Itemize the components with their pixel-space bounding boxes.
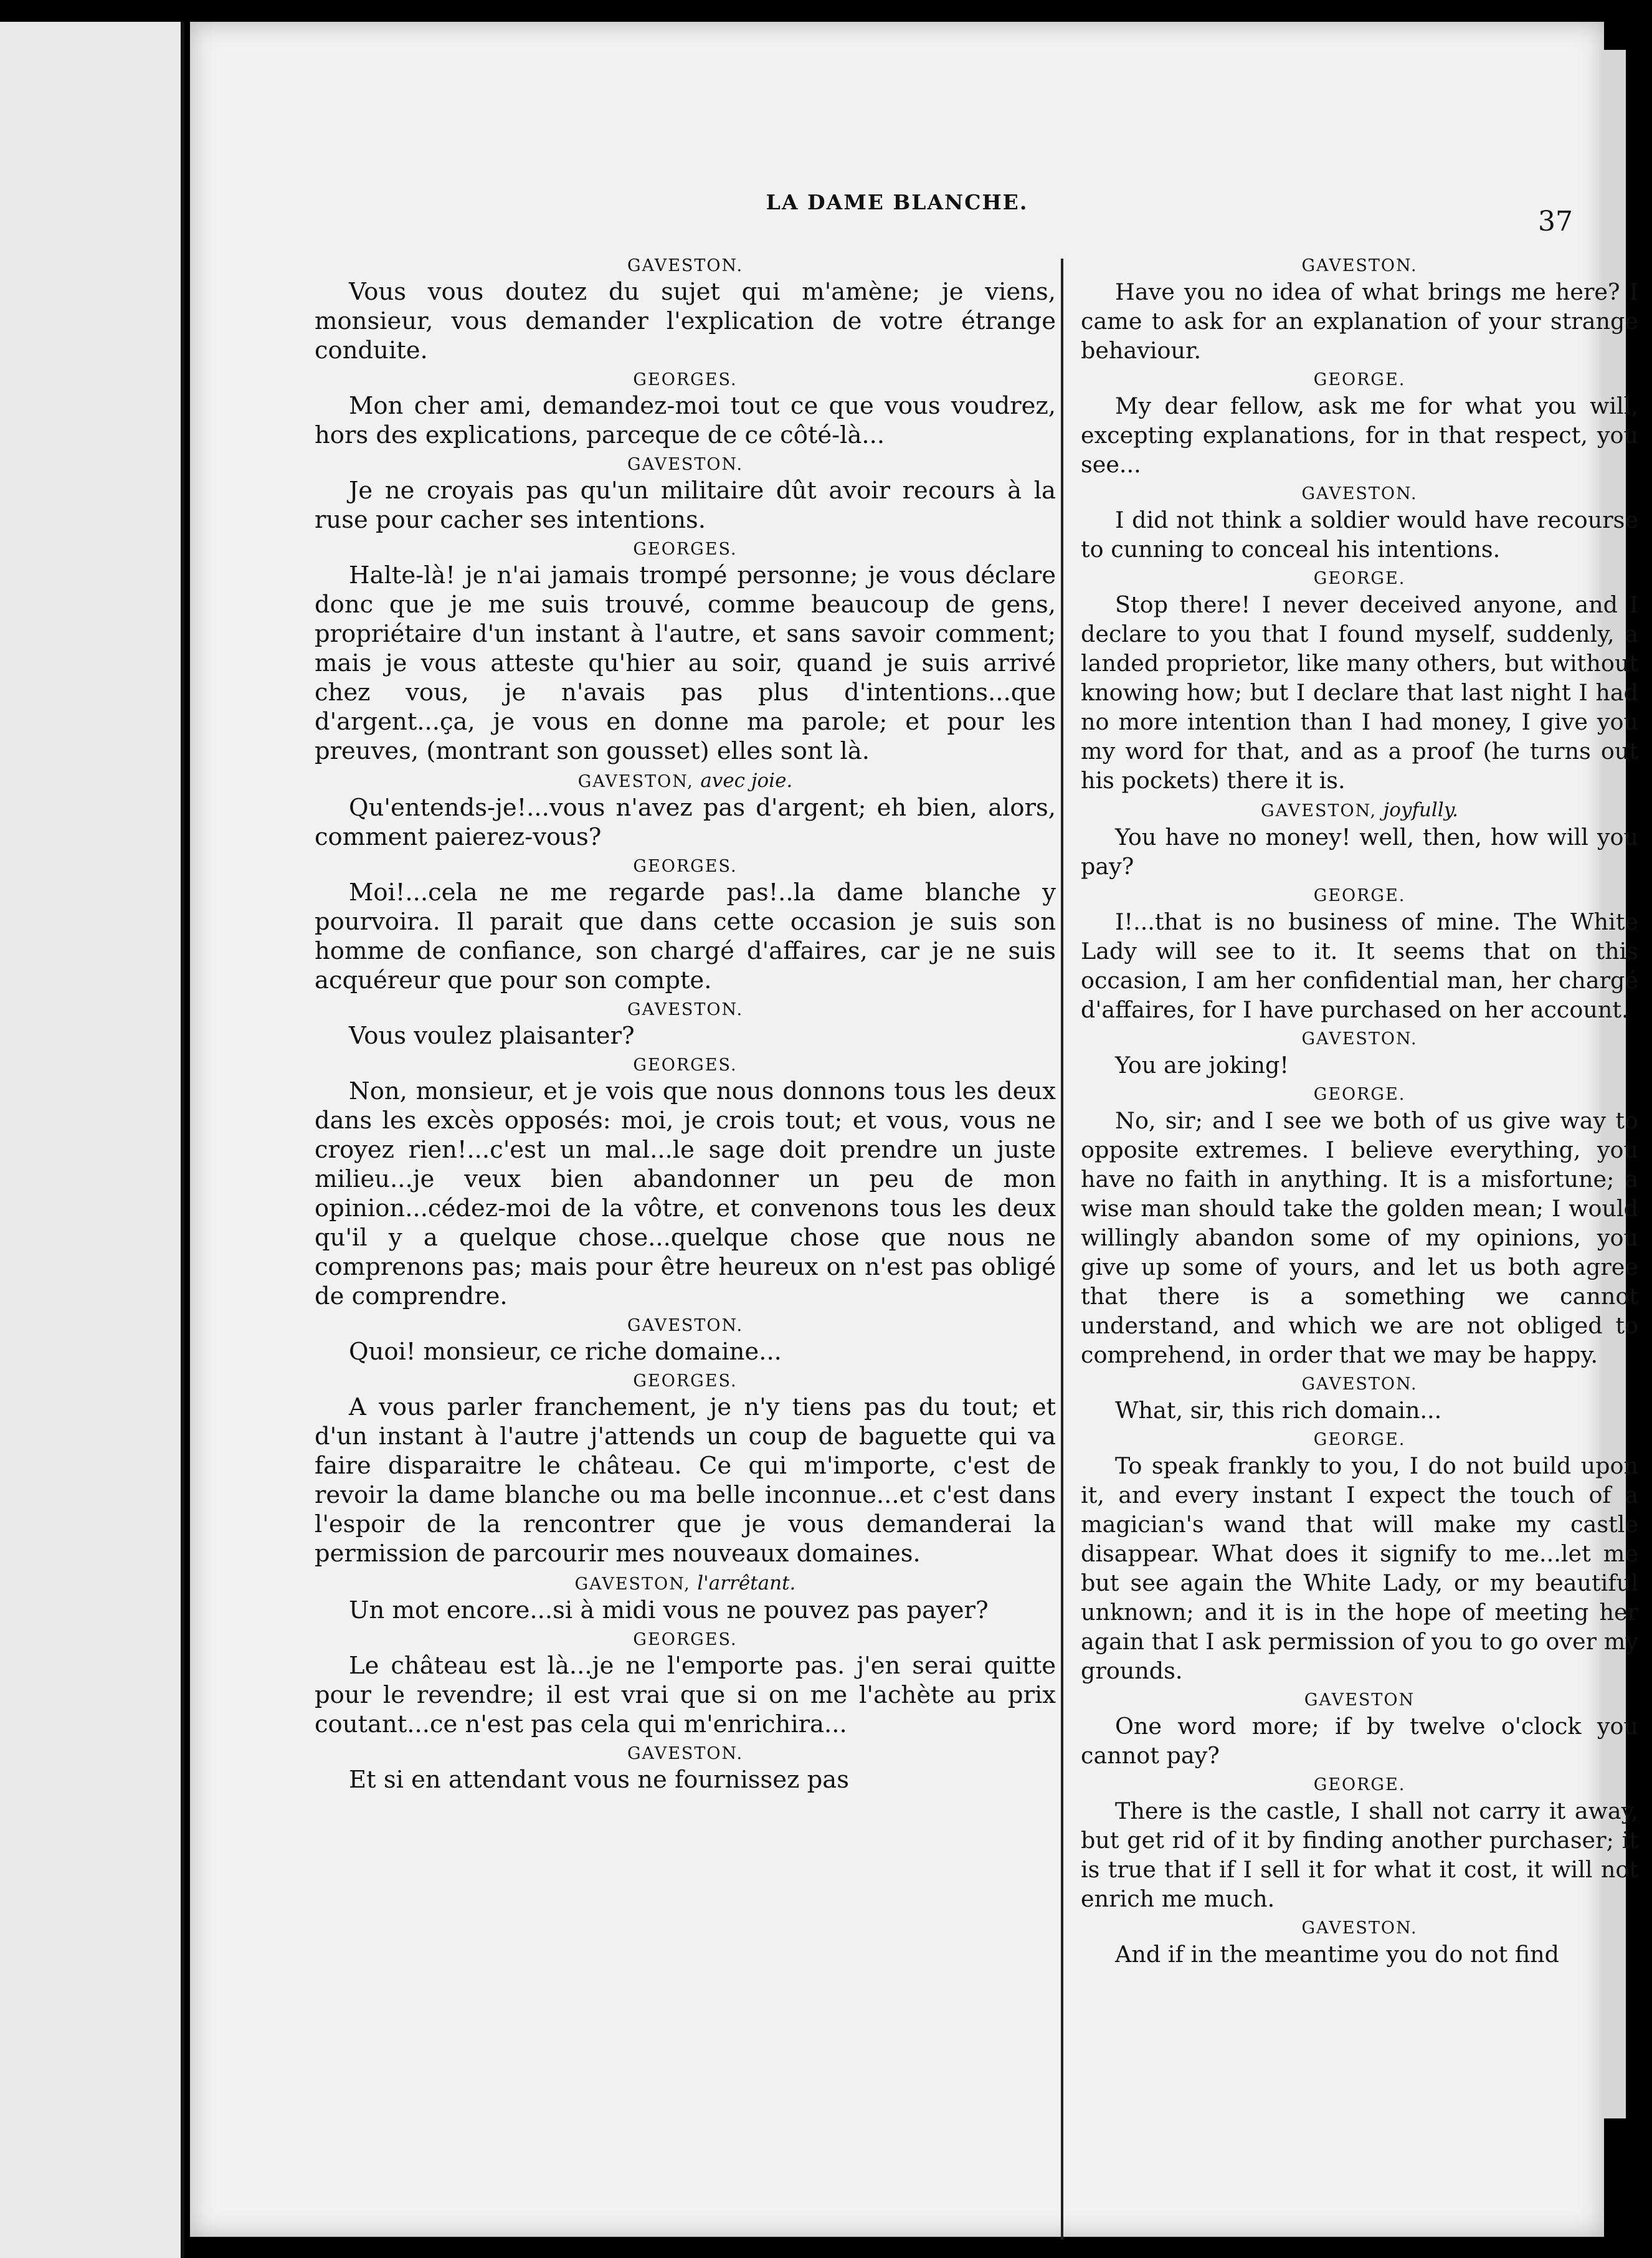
english-column xyxy=(1081,252,1638,1973)
speaker-label: GEORGE. xyxy=(1313,886,1406,905)
speaker-name xyxy=(315,1370,1056,1393)
speech-text: My dear fellow, ask me for what you will, excepting explanations, for in that respect, you see... xyxy=(1081,393,1638,478)
speech-text: Halte-là! je n'ai jamais trompé personne; je vous déclare donc que je me suis trouvé, comme beaucoup de gens, propriétaire d'un instant à l'autre, et sans savoir comment; mais je vous atteste qu'hier au soir, quand je suis arrivé chez vous, je n'avais pas plus d'intentions...que d'argent...ça, je vous en donne ma parole; et pour les preuves, (montrant son gousset) elles sont là. xyxy=(315,561,1056,765)
speech-text: Et si en attendant vous ne fournissez pas xyxy=(349,1766,849,1794)
dialogue-block xyxy=(315,999,1056,1050)
speaker-label: GAVESTON. xyxy=(1301,1918,1418,1938)
stage-direction: l'arrêtant. xyxy=(697,1572,796,1594)
speech-text: Non, monsieur, et je vois que nous donnons tous les deux dans les excès opposés: moi, je crois tout; et vous, vous ne croyez rien!...c'est un mal...le sage doit prendre un juste milieu...je veux bien abandonner un peu de mon opinion...cédez-moi de la vôtre, et convenons tous les deux qu'il y a quelque chose...quelque chose que nous ne comprenons pas; mais pour être heureux on n'est pas obligé de comprendre. xyxy=(315,1077,1056,1310)
speaker-name xyxy=(315,454,1056,476)
dialogue-block xyxy=(1081,483,1638,564)
speaker-label: GEORGE. xyxy=(1313,1775,1406,1794)
speaker-name xyxy=(1081,885,1638,907)
speaker-name xyxy=(315,1629,1056,1651)
speaker-label: GEORGES. xyxy=(633,1055,738,1075)
dialogue-block xyxy=(1081,369,1638,479)
speaker-name xyxy=(315,1054,1056,1077)
speech-text: I!...that is no business of mine. The White Lady will see to it. It seems that on this occasion, I am her confidential man, her chargé d'affaires, for I have purchased on her account. xyxy=(1081,908,1638,1023)
speaker-label: GEORGE. xyxy=(1313,569,1406,588)
speaker-name xyxy=(1081,1774,1638,1796)
speaker-name xyxy=(315,1743,1056,1765)
speaker-label: GAVESTON. xyxy=(1301,256,1418,275)
speech-text: No, sir; and I see we both of us give way to opposite extremes. I believe everything, you have no faith in anything. It is a misfortune; a wise man should take the golden mean; I would willingly abandon some of my opinions, you give up some of yours, and let us both agree that there is a something we cannot understand, and which we are not obliged to comprehend, in order that we may be happy. xyxy=(1081,1107,1638,1368)
speaker-label: GEORGES. xyxy=(633,1371,738,1391)
dialogue-block xyxy=(315,538,1056,766)
speaker-name xyxy=(1081,1429,1638,1451)
french-column xyxy=(315,252,1056,1798)
speaker-label: GEORGE. xyxy=(1313,370,1406,389)
speaker-label: GAVESTON. xyxy=(1301,1029,1418,1049)
stage-direction: avec joie. xyxy=(700,769,793,792)
speaker-label: GAVESTON. xyxy=(627,1316,744,1335)
speaker-label: GEORGE. xyxy=(1313,1085,1406,1104)
dialogue-block xyxy=(1081,1689,1638,1770)
speaker-label: GAVESTON, xyxy=(577,772,694,791)
speaker-name xyxy=(315,538,1056,561)
dialogue-block xyxy=(1081,255,1638,365)
speaker-name xyxy=(1081,255,1638,277)
speaker-name xyxy=(315,255,1056,277)
speech-text: Qu'entends-je!...vous n'avez pas d'argent; eh bien, alors, comment paierez-vous? xyxy=(315,794,1056,851)
stage-direction: joyfully. xyxy=(1383,799,1458,821)
speaker-label: GAVESTON. xyxy=(1301,484,1418,503)
dialogue-block xyxy=(1081,1917,1638,1969)
speech-text: Le château est là...je ne l'emporte pas. j'en serai quitte pour le revendre; il est vrai que si on me l'achète au prix coutant...ce n'est pas cela qui m'enrichira... xyxy=(315,1652,1056,1738)
dialogue-block xyxy=(315,369,1056,450)
speaker-label: GAVESTON. xyxy=(627,256,744,275)
dialogue-block xyxy=(315,1572,1056,1625)
speaker-label: GEORGES. xyxy=(633,857,738,876)
speaker-name xyxy=(1081,1373,1638,1396)
dialogue-block xyxy=(315,454,1056,535)
dialogue-block xyxy=(315,1054,1056,1311)
speech-text: You have no money! well, then, how will you pay? xyxy=(1081,824,1638,880)
dialogue-block xyxy=(315,855,1056,995)
speech-text: Vous vous doutez du sujet qui m'amène; je viens, monsieur, vous demander l'explication de votre étrange conduite. xyxy=(315,278,1056,364)
speech-text: Vous voulez plaisanter? xyxy=(349,1022,635,1050)
speech-text: A vous parler franchement, je n'y tiens pas du tout; et d'un instant à l'autre j'attends un coup de baguette qui va faire disparaitre le château. Ce qui m'importe, c'est de revoir la dame blanche ou ma belle inconnue...et c'est dans l'espoir de la rencontrer que je vous demanderai la permission de parcourir mes nouveaux domaines. xyxy=(315,1393,1056,1568)
speech-text: Mon cher ami, demandez-moi tout ce que vous voudrez, hors des explications, parceque de ce côté-là... xyxy=(315,392,1056,449)
dialogue-block xyxy=(315,1315,1056,1366)
dialogue-block xyxy=(1081,1774,1638,1913)
speaker-name xyxy=(1081,483,1638,505)
speaker-label: GAVESTON, xyxy=(1261,801,1377,821)
dialogue-block xyxy=(315,255,1056,365)
speech-text: Stop there! I never deceived anyone, and I declare to you that I found myself, suddenly, a landed proprietor, like many others, but without knowing how; but I declare that last night I had no more intention than I had money, I give you my word for that, and as a proof (he turns out his pockets) there it is. xyxy=(1081,591,1638,794)
speaker-name xyxy=(315,1572,1056,1596)
page-number: 37 xyxy=(1538,206,1573,237)
column-divider xyxy=(1061,259,1063,2240)
speaker-name xyxy=(1081,799,1638,822)
speech-text: What, sir, this rich domain... xyxy=(1115,1397,1442,1424)
dialogue-block xyxy=(1081,568,1638,795)
speaker-name xyxy=(315,1315,1056,1337)
book-page xyxy=(190,22,1638,2237)
speaker-name xyxy=(1081,369,1638,391)
dialogue-block xyxy=(1081,885,1638,1024)
speech-text: Un mot encore...si à midi vous ne pouvez pas payer? xyxy=(349,1596,989,1624)
dialogue-block xyxy=(315,1629,1056,1739)
dialogue-block xyxy=(1081,799,1638,881)
speaker-label: GEORGES. xyxy=(633,370,738,389)
speech-text: One word more; if by twelve o'clock you cannot pay? xyxy=(1081,1713,1638,1769)
dialogue-block xyxy=(1081,1084,1638,1370)
speaker-label: GAVESTON. xyxy=(627,1000,744,1019)
dialogue-block xyxy=(1081,1028,1638,1080)
speech-text: And if in the meantime you do not find xyxy=(1115,1941,1560,1968)
speech-text: Have you no idea of what brings me here? I came to ask for an explanation of your strange behaviour. xyxy=(1081,279,1638,364)
dialogue-block xyxy=(315,1743,1056,1794)
speech-text: To speak frankly to you, I do not build upon it, and every instant I expect the touch of a magician's wand that will make my castle disappear. What does it signify to me...let me but see again the White Lady, or my beautiful unknown; and it is in the hope of meeting her again that I ask permission of you to go over my grounds. xyxy=(1081,1452,1638,1684)
speaker-name xyxy=(1081,1084,1638,1106)
speaker-name xyxy=(315,369,1056,391)
dialogue-block xyxy=(1081,1429,1638,1685)
speaker-label: GAVESTON. xyxy=(627,455,744,474)
speaker-label: GAVESTON xyxy=(1304,1690,1415,1710)
dialogue-block xyxy=(315,769,1056,852)
speaker-name xyxy=(1081,1028,1638,1050)
speaker-name xyxy=(1081,1689,1638,1712)
speech-text: Moi!...cela ne me regarde pas!..la dame blanche y pourvoira. Il parait que dans cette occasion je suis son homme de confiance, son chargé d'affaires, car je ne suis acquéreur que pour son compte. xyxy=(315,879,1056,994)
speaker-label: GEORGES. xyxy=(633,1630,738,1649)
speaker-name xyxy=(315,999,1056,1021)
speaker-name xyxy=(1081,568,1638,590)
running-header: LA DAME BLANCHE. xyxy=(766,190,1028,214)
speaker-label: GAVESTON, xyxy=(574,1574,691,1594)
speaker-name xyxy=(315,855,1056,878)
speech-text: Quoi! monsieur, ce riche domaine... xyxy=(349,1338,782,1366)
speaker-label: GEORGES. xyxy=(633,540,738,559)
speech-text: You are joking! xyxy=(1115,1052,1289,1079)
speaker-name xyxy=(1081,1917,1638,1940)
dialogue-block xyxy=(315,1370,1056,1568)
speaker-name xyxy=(315,769,1056,793)
speech-text: Je ne croyais pas qu'un militaire dût avoir recours à la ruse pour cacher ses intentions. xyxy=(315,477,1056,534)
speaker-label: GAVESTON. xyxy=(1301,1374,1418,1394)
speaker-label: GAVESTON. xyxy=(627,1744,744,1763)
facing-page-edge xyxy=(0,22,184,2258)
speech-text: I did not think a soldier would have recourse to cunning to conceal his intentions. xyxy=(1081,507,1638,563)
speech-text: There is the castle, I shall not carry it away, but get rid of it by finding another purchaser; it is true that if I sell it for what it cost, it will not enrich me much. xyxy=(1081,1798,1638,1912)
dialogue-block xyxy=(1081,1373,1638,1425)
speaker-label: GEORGE. xyxy=(1313,1430,1406,1449)
